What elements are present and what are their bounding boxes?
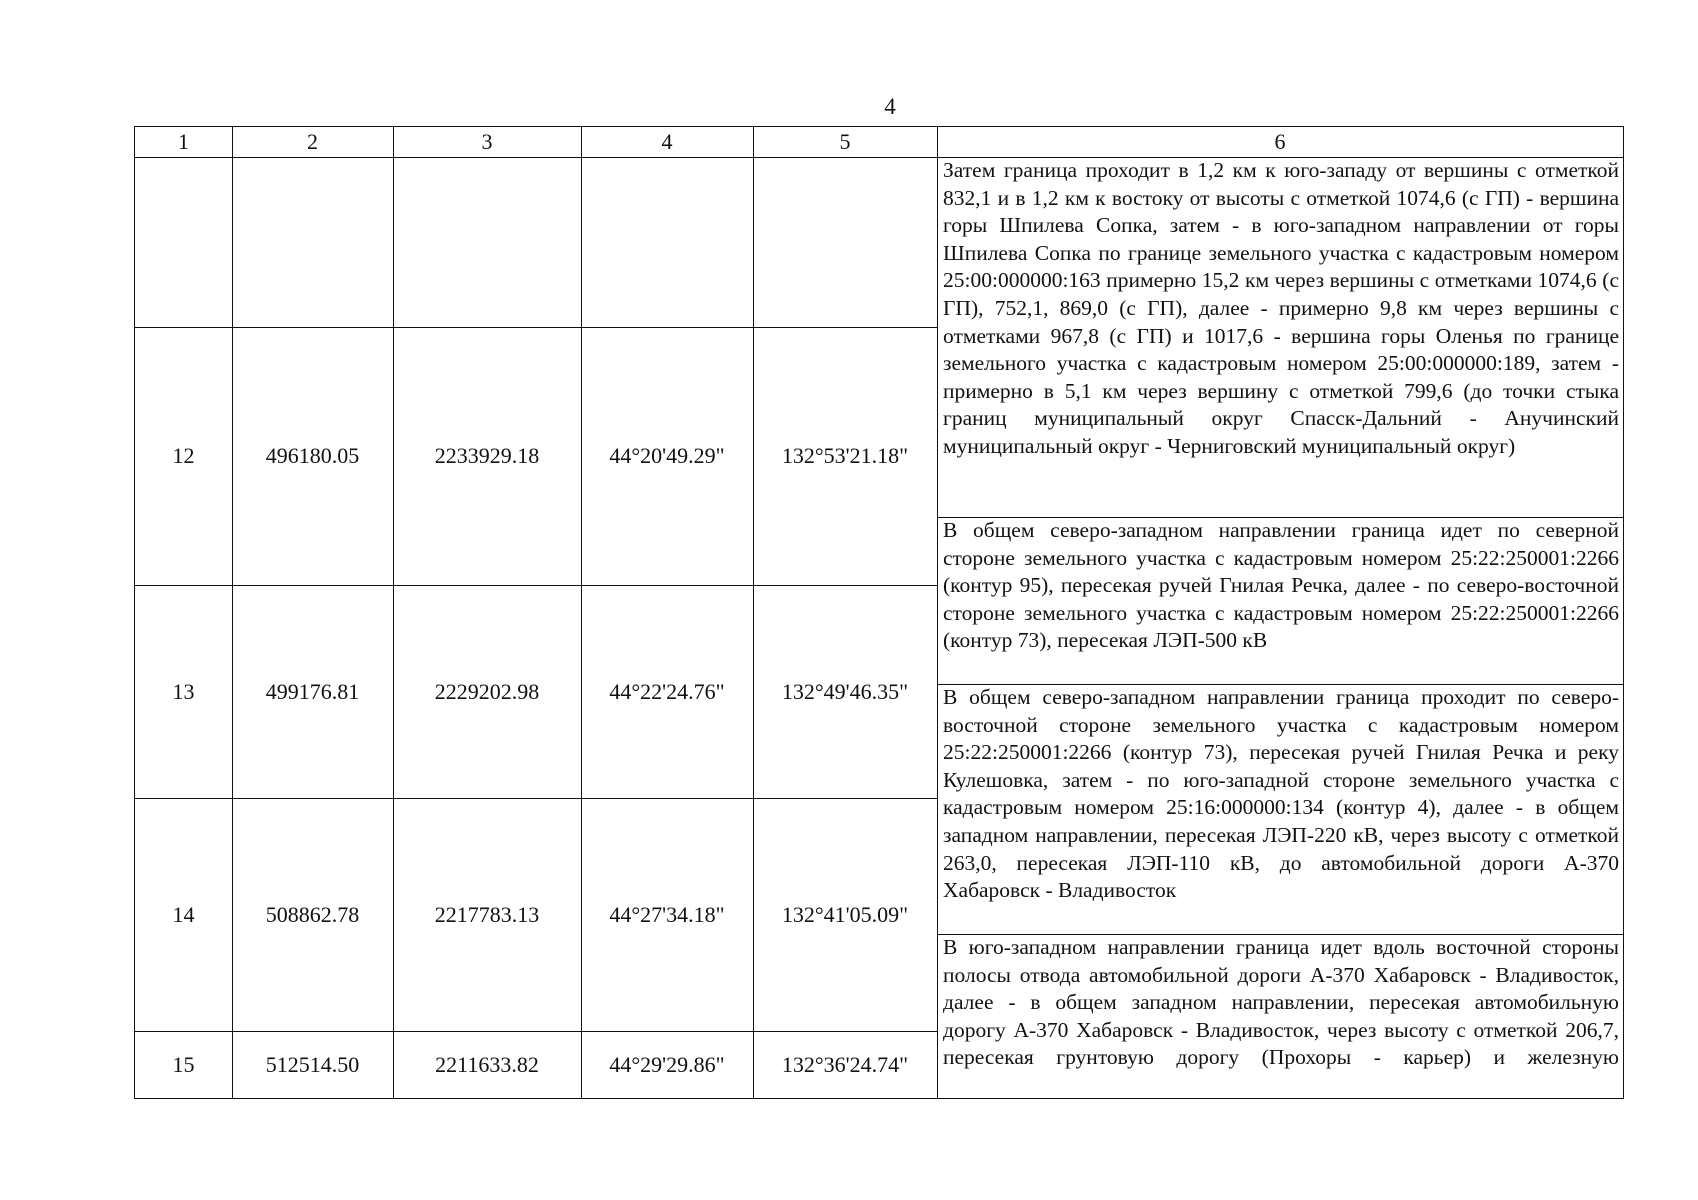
coord-y: 2217783.13 [434,901,540,927]
coord-x: 499176.81 [265,678,360,704]
longitude: 132°53'21.18" [781,443,909,468]
coord-x: 496180.05 [265,443,360,468]
page-number: 4 [884,94,896,119]
coord-x: 508862.78 [265,901,360,927]
boundary-description: Затем граница проходит в 1,2 км к юго-западу от вершины с отметкой 832,1 и в 1,2 км к востоку от высоты с отметкой 1074,6 (с ГП) - вершина горы Шпилева Сопка, затем - в юго-западном направлении от горы Шпилева Сопка по границе земельного участка с кадастровым номером 25:00:000000:163 примерно 15,2 км через вершины с отметками 1074,6 (с ГП), 752,1, 869,0 (с ГП), далее - примерно 9,8 км через вершины с отметками 967,8 (с ГП) и 1017,6 - вершина горы Оленья по границе земельного участка с кадастровым номером 25:00:000000:189, затем - примерно в 5,1 км через вершину с отметкой 799,6 (до точки стыка границ муниципальный округ Спасск-Дальний - Анучинский муниципальный округ - Черниговский муниципальный округ) [943,158,1619,458]
boundary-description: В общем северо-западном направлении граница идет по северной стороне земельного участка с кадастровым номером 25:22:250001:2266 (контур 95), пересекая ручей Гнилая Речка, далее - по северо-восточной стороне земельного участка с кадастровым номером 25:22:250001:2266 (контур 73), пересекая ЛЭП-500 кВ [943,518,1619,653]
header-col-2: 2 [307,129,318,154]
latitude: 44°20'49.29" [609,443,725,468]
column-divider [937,127,938,1098]
point-number: 12 [172,443,195,468]
longitude: 132°41'05.09" [781,901,909,927]
coord-x: 512514.50 [265,1051,360,1077]
boundary-description: В общем северо-западном направлении граница проходит по северо-восточной стороне земельного участка с кадастровым номером 25:22:250001:2266 (контур 73), пересекая ручей Гнилая Речка и реку Кулешовка, затем - по юго-западной стороне земельного участка с кадастровым номером 25:16:000000:134 (контур 4), далее - в общем западном направлении, пересекая ЛЭП-220 кВ, через высоту с отметкой 263,0, пересекая ЛЭП-110 кВ, до автомобильной дороги А-370 Хабаровск - Владивосток [943,685,1619,903]
longitude: 132°49'46.35" [781,678,909,704]
latitude: 44°22'24.76" [609,678,725,704]
header-col-6: 6 [1274,129,1286,154]
latitude: 44°29'29.86" [609,1051,725,1077]
point-number: 15 [172,1051,195,1077]
latitude: 44°27'34.18" [609,901,725,927]
header-col-1: 1 [178,129,189,154]
boundary-table [134,126,1624,1099]
longitude: 132°36'24.74" [781,1051,909,1077]
point-number: 13 [172,678,195,704]
point-number: 14 [172,901,195,927]
coord-y: 2233929.18 [434,443,540,468]
boundary-description: В юго-западном направлении граница идет вдоль восточной стороны полосы отвода автомобильной дороги А-370 Хабаровск - Владивосток, далее - в общем западном направлении, пересекая автомобильную дорогу А-370 Хабаровск - Владивосток, через высоту с отметкой 206,7, пересекая грунтовую дорогу (Прохоры - карьер) и железную [943,935,1619,1070]
coord-y: 2229202.98 [434,678,540,704]
header-col-5: 5 [839,129,851,154]
header-col-3: 3 [481,129,493,154]
header-col-4: 4 [661,129,673,154]
coord-y: 2211633.82 [435,1051,539,1077]
